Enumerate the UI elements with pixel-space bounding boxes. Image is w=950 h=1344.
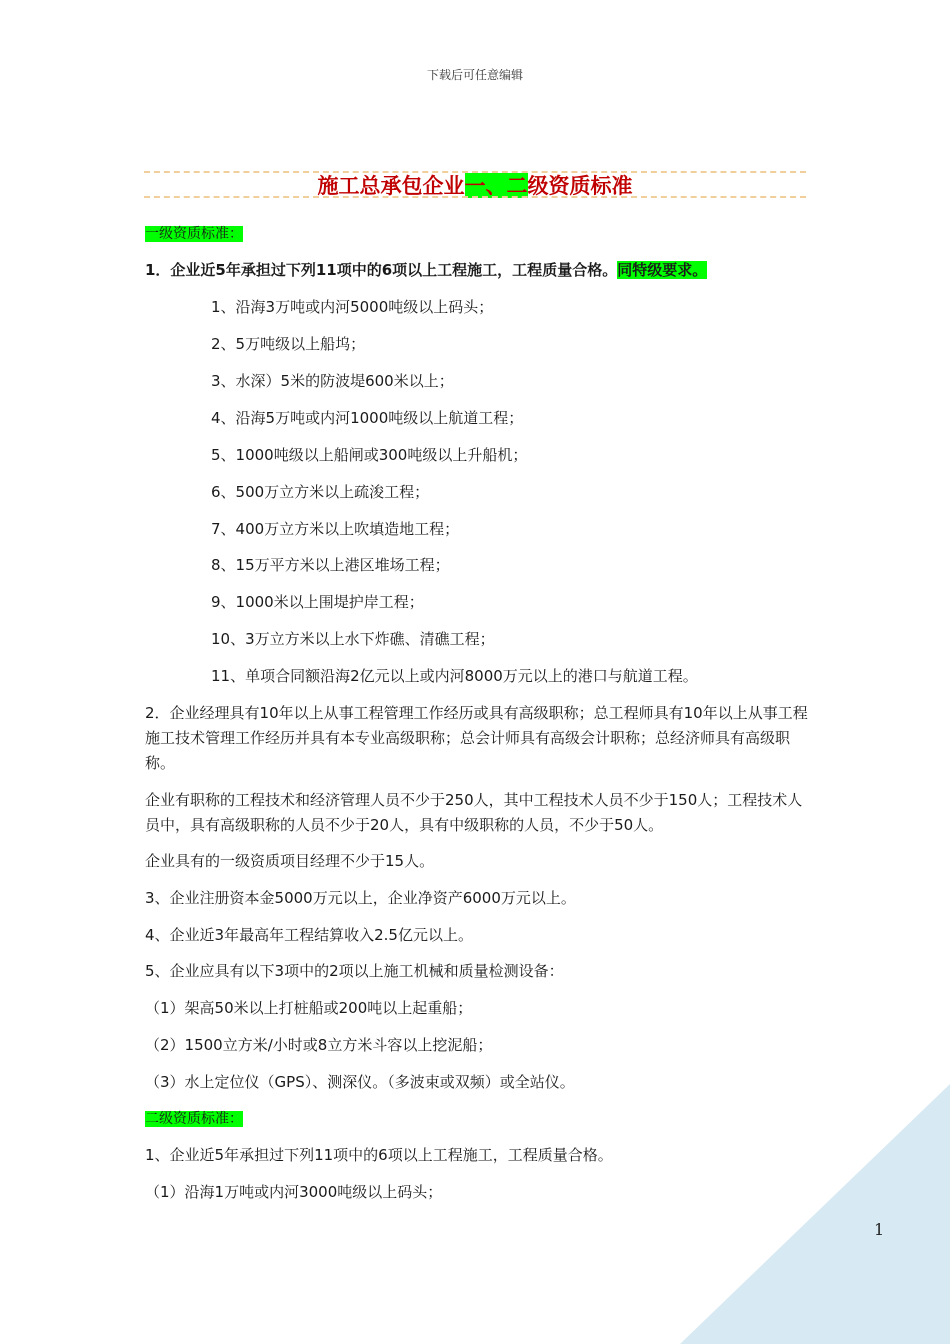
- section1-item1: 1．企业近5年承担过下列11项中的6项以上工程施工，工程质量合格。同特级要求。: [145, 261, 708, 279]
- title-part2-highlight: 一、二: [464, 173, 528, 198]
- list-item: 7、400万立方米以上吹填造地工程；: [211, 520, 460, 538]
- title-part3: 级资质标准: [527, 173, 633, 198]
- section1-staff: 企业有职称的工程技术和经济管理人员不少于250人，其中工程技术人员不少于150人；工程技术人员中，具有高级职称的人员不少于20人，具有中级职称的人员，不少于50人。: [145, 791, 803, 834]
- list-item: 1、沿海3万吨或内河5000吨级以上码头；: [211, 298, 494, 316]
- list-item: 6、500万立方米以上疏浚工程；: [211, 483, 430, 501]
- list-item: 4、沿海5万吨或内河1000吨级以上航道工程；: [211, 409, 524, 427]
- equipment-item: （2）1500立方米/小时或8立方米斗容以上挖泥船；: [145, 1036, 493, 1054]
- item1-highlight: 同特级要求。: [617, 261, 708, 279]
- section2-sub1: （1）沿海1万吨或内河3000吨级以上码头；: [145, 1183, 443, 1201]
- section1-pm: 企业具有的一级资质项目经理不少于15人。: [145, 852, 435, 870]
- list-item: 2、5万吨级以上船坞；: [211, 335, 366, 353]
- section1-heading: 一级资质标准：: [145, 226, 243, 242]
- section1-item3: 3、企业注册资本金5000万元以上，企业净资产6000万元以上。: [145, 889, 576, 907]
- section2-item1: 1、企业近5年承担过下列11项中的6项以上工程施工，工程质量合格。: [145, 1146, 613, 1164]
- section2-heading: 二级资质标准：: [145, 1111, 243, 1127]
- list-item: 8、15万平方米以上港区堆场工程；: [211, 556, 450, 574]
- equipment-item: （3）水上定位仪（GPS）、测深仪。（多波束或双频）或全站仪。: [145, 1073, 575, 1091]
- section1-item5: 5、企业应具有以下3项中的2项以上施工机械和质量检测设备：: [145, 962, 564, 980]
- equipment-item: （1）架高50米以上打桩船或200吨以上起重船；: [145, 999, 473, 1017]
- page-number: 1: [874, 1220, 885, 1239]
- list-item: 9、1000米以上围堤护岸工程；: [211, 593, 424, 611]
- list-item: 11、单项合同额沿海2亿元以上或内河8000万元以上的港口与航道工程。: [211, 667, 698, 685]
- title-part1: 施工总承包企业: [317, 173, 465, 198]
- list-item: 5、1000吨级以上船闸或300吨级以上升船机；: [211, 446, 528, 464]
- section1-item4: 4、企业近3年最高年工程结算收入2.5亿元以上。: [145, 926, 473, 944]
- title-dash-bottom: [144, 196, 806, 198]
- section1-item2: 2．企业经理具有10年以上从事工程管理工作经历或具有高级职称；总工程师具有10年以上从事工程施工技术管理工作经历并具有本专业高级职称；总会计师具有高级会计职称；总经济师具有高级职称。: [145, 704, 808, 772]
- list-item: 3、水深）5米的防波堤600米以上；: [211, 372, 454, 390]
- list-item: 10、3万立方米以上水下炸礁、清礁工程；: [211, 630, 495, 648]
- header-note: 下载后可任意编辑: [426, 68, 523, 82]
